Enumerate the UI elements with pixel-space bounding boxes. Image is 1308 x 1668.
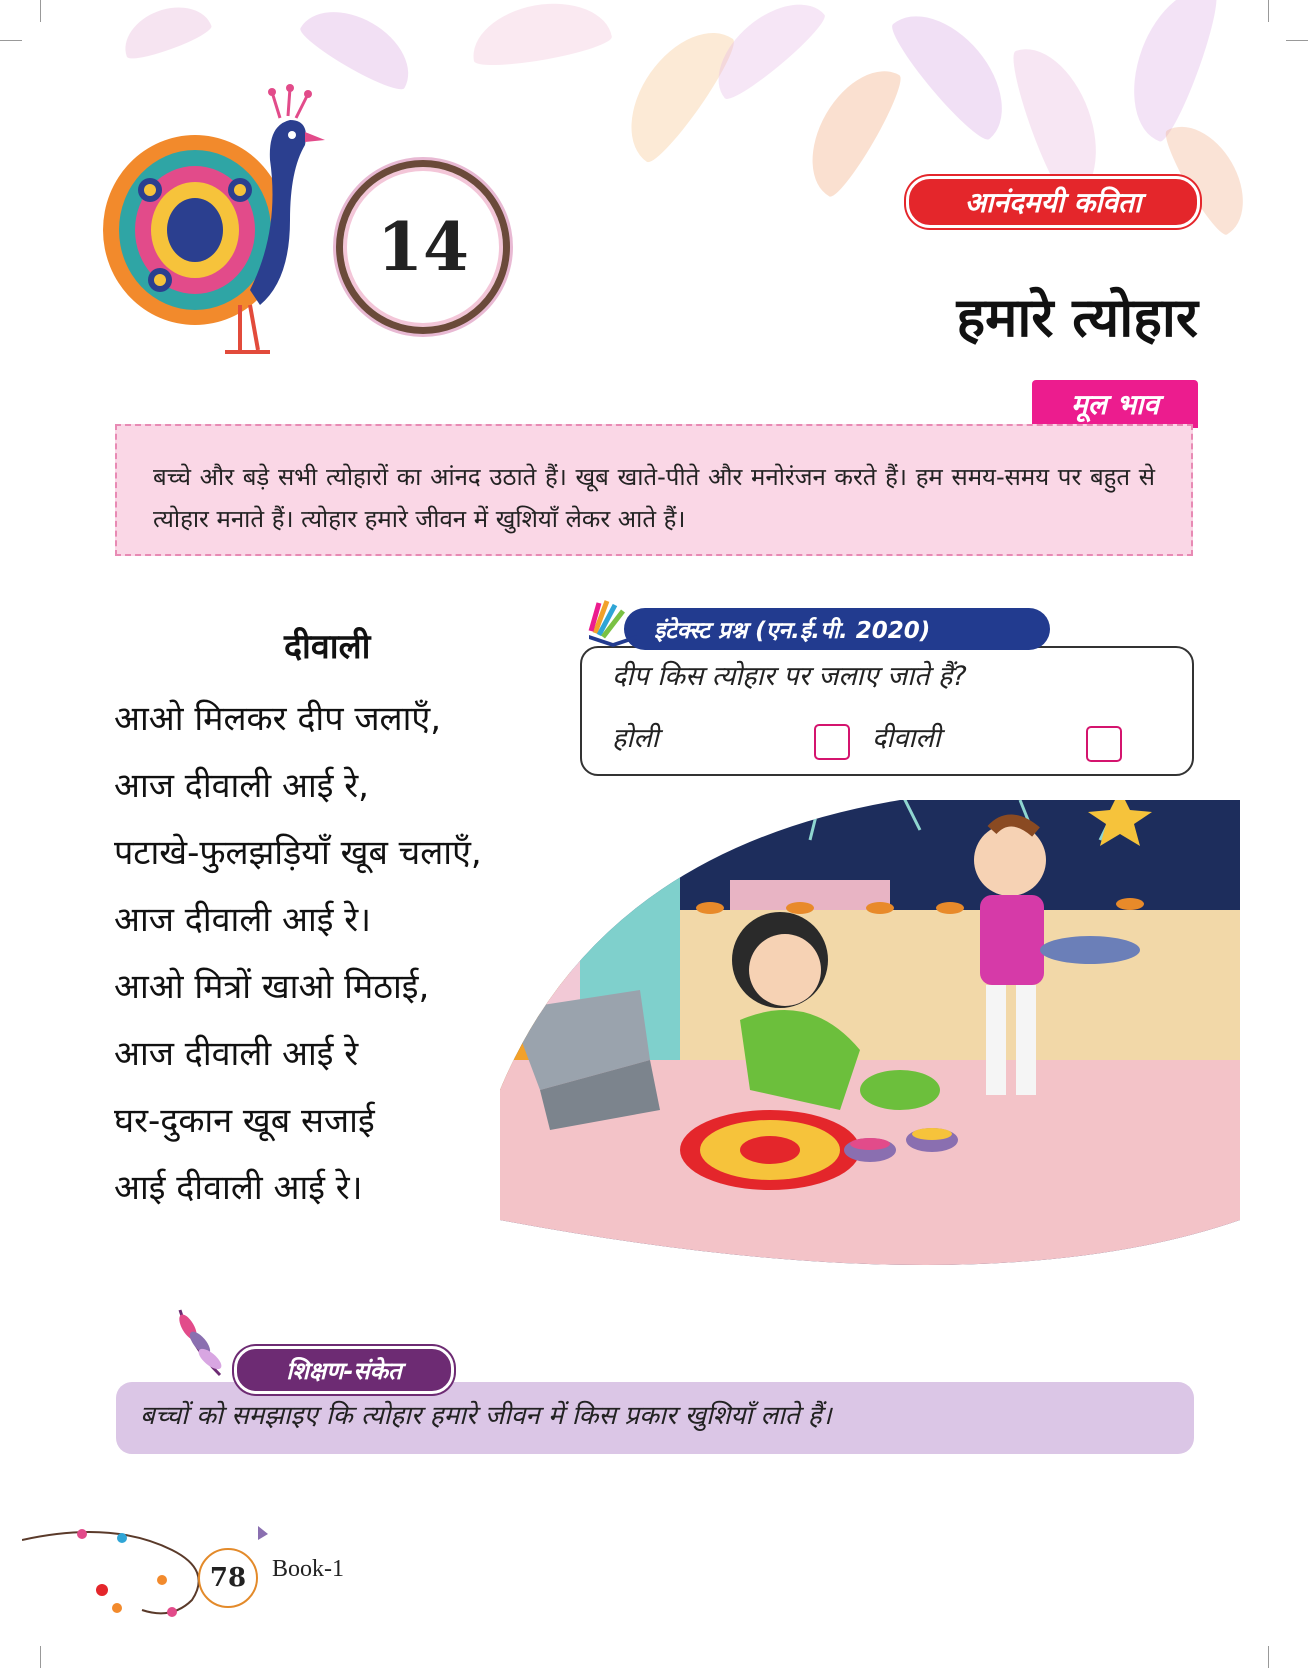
leaf-decoration-icon [170,1305,232,1381]
poem-line: पटाखे-फुलझड़ियाँ खूब चलाएँ, [114,833,482,873]
crop-mark [1268,1646,1269,1668]
intext-question-label: इंटेक्स्ट प्रश्न (एन.ई.पी. 2020) [624,608,1050,650]
book-label: Book-1 [272,1556,344,1582]
poem-title: दीवाली [284,627,371,667]
poem-line: आज दीवाली आई रे। [114,900,372,940]
crop-mark [40,1646,41,1668]
lesson-title: हमारे त्योहार [956,285,1198,349]
crop-mark [1286,40,1308,41]
crop-mark [1268,0,1269,22]
poem-line: घर-दुकान खूब सजाई [114,1101,375,1141]
option-label-diwali: दीवाली [872,723,941,754]
page-number: 78 [198,1548,258,1608]
mool-bhav-text: बच्चे और बड़े सभी त्योहारों का आंनद उठाते हैं। खूब खाते-पीते और मनोरंजन करते हैं। हम समय-समय पर बहुत से त्योहार मनाते हैं। त्योहार हमारे जीवन में खुशियाँ लेकर आते हैं। [153,463,1155,533]
poem-line: आज दीवाली आई रे, [114,766,369,806]
option-label-holi: होली [612,723,659,754]
diwali-scene-illustration [480,790,1240,1300]
checkbox-diwali[interactable] [1086,726,1122,762]
crop-mark [0,40,22,41]
shikshan-sanket-label: शिक्षण-संकेत [234,1346,454,1394]
rangoli [680,1110,860,1190]
poem-line: आज दीवाली आई रे [114,1034,359,1074]
shikshan-sanket-text: बच्चों को समझाइए कि त्योहार हमारे जीवन में किस प्रकार खुशियाँ लाते हैं। [140,1401,832,1431]
poem-body [114,686,482,1222]
peacock-illustration [100,80,330,355]
mool-bhav-label: मूल भाव [1032,380,1198,428]
intext-question-text: दीप किस त्योहार पर जलाए जाते हैं? [612,661,967,692]
crop-mark [40,0,41,22]
poem-type-tag: आनंदमयी कविता [906,176,1200,228]
mool-bhav-box [115,424,1193,556]
chapter-number: 14 [377,208,469,286]
poem-line: आओ मिलकर दीप जलाएँ, [114,699,442,739]
open-book-icon [585,595,641,649]
chapter-number-wreath [336,160,510,334]
checkbox-holi[interactable] [814,724,850,760]
poem-line: आओ मित्रों खाओ मिठाई, [114,967,430,1007]
poem-line: आई दीवाली आई रे। [114,1168,363,1208]
